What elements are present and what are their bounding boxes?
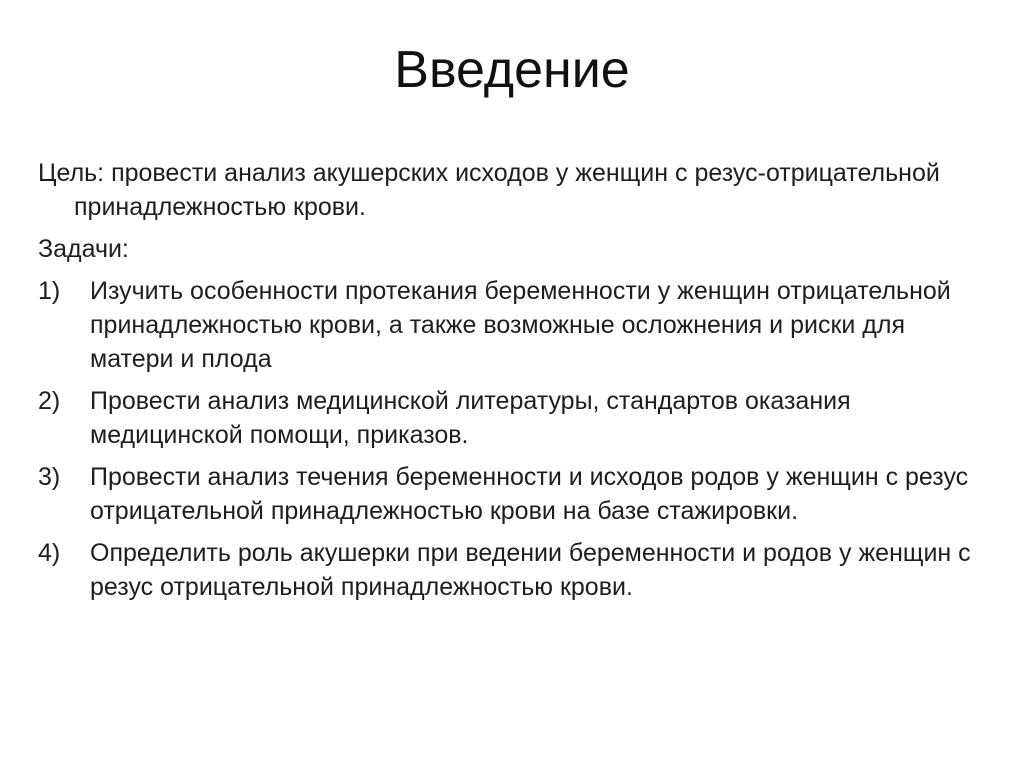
slide-content	[38, 156, 988, 612]
task-item-4	[38, 536, 988, 604]
task-number: 2)	[38, 387, 61, 415]
task-text: Провести анализ медицинской литературы, стандартов оказания медицинской помощи, приказов.	[90, 387, 851, 449]
slide-title: Введение	[394, 41, 630, 99]
task-number: 4)	[38, 539, 61, 567]
task-number: 1)	[38, 277, 61, 305]
task-item-2	[38, 384, 988, 452]
task-number: 3)	[38, 463, 61, 491]
task-item-1	[38, 274, 988, 376]
goal-paragraph: Цель: провести анализ акушерских исходов у женщин с резус-отрицательной принадлежностью крови.	[38, 159, 940, 221]
task-text: Провести анализ течения беременности и исходов родов у женщин с резус отрицательной принадлежностью крови на базе стажировки.	[90, 463, 969, 525]
tasks-heading: Задачи:	[38, 235, 129, 263]
task-list	[38, 274, 988, 604]
task-text: Изучить особенности протекания беременности у женщин отрицательной принадлежностью крови, а также возможные осложнения и риски для матери и плода	[90, 277, 951, 373]
task-item-3	[38, 460, 988, 528]
task-text: Определить роль акушерки при ведении беременности и родов у женщин с резус отрицательной принадлежностью крови.	[90, 539, 971, 601]
